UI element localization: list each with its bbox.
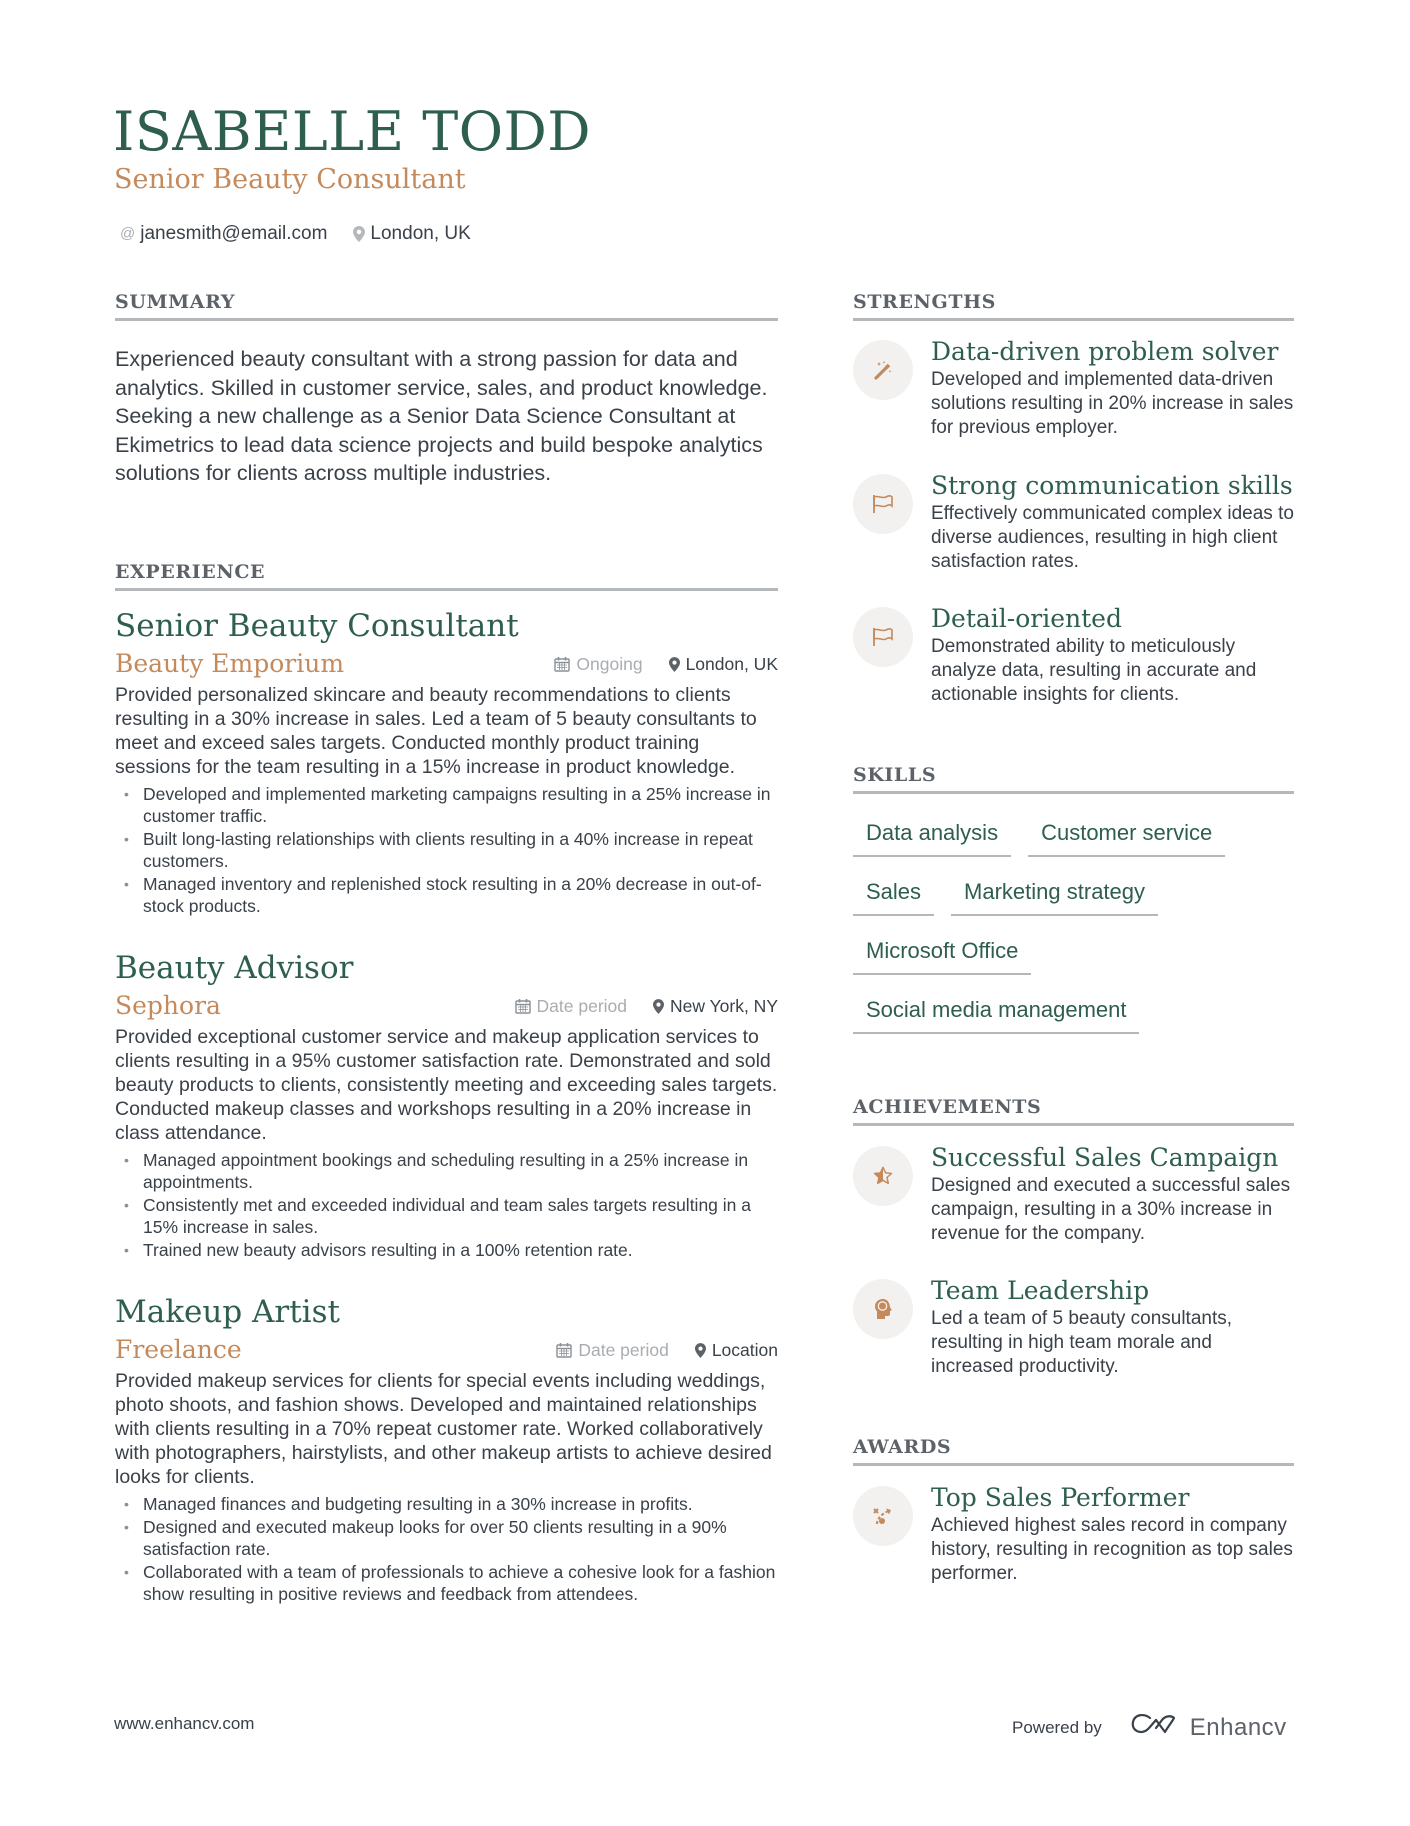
strength-item (853, 470, 1294, 574)
head-brain-icon (853, 1279, 913, 1339)
bullet-item: • Consistently met and exceeded individual and team sales targets resulting in a 15% increase in sales. (115, 1194, 778, 1238)
strategy-play-icon (853, 1486, 913, 1546)
job-location-text: New York, NY (670, 995, 778, 1016)
job-bullets (115, 1149, 778, 1261)
skills-heading: SKILLS (853, 763, 1294, 794)
award-title: Top Sales Performer (931, 1483, 1190, 1512)
strengths-section (853, 290, 1294, 321)
achievement-description: Led a team of 5 beauty consultants, resulting in high team morale and increased productivity. (931, 1308, 1233, 1377)
location-pin-icon (695, 1343, 706, 1358)
achievement-title: Team Leadership (931, 1276, 1150, 1305)
job-title: Senior Beauty Consultant (115, 608, 519, 644)
bullet-item: • Built long-lasting relationships with clients resulting in a 40% increase in repeat customers. (115, 828, 778, 872)
candidate-title: Senior Beauty Consultant (114, 164, 466, 195)
experience-section (115, 560, 778, 591)
skill-tag: Social media management (853, 995, 1139, 1034)
job-description: Provided personalized skincare and beauty recommendations to clients resulting in a 30% increase in sales. Led a team of 5 beauty consultants to meet and exceed sales targets. Conducted monthly product training sessions for the team resulting in a 15% increase in product knowledge. (115, 684, 757, 778)
location-pin-icon (353, 226, 365, 242)
bullet-item: • Managed appointment bookings and scheduling resulting in a 25% increase in appointments. (115, 1149, 778, 1193)
flag-icon (853, 607, 913, 667)
calendar-icon (515, 998, 531, 1014)
bullet-item: • Trained new beauty advisors resulting in a 100% retention rate. (115, 1239, 778, 1261)
flag-icon (853, 474, 913, 534)
bullet-item: • Developed and implemented marketing campaigns resulting in a 25% increase in customer traffic. (115, 783, 778, 827)
job-location (695, 1340, 778, 1361)
location-text: London, UK (370, 223, 471, 244)
email-text: janesmith@email.com (140, 223, 328, 244)
job-entry (115, 948, 778, 1262)
strength-item (853, 603, 1294, 707)
skills-section (853, 763, 1294, 1034)
job-description: Provided makeup services for clients for special events including weddings, photo shoots, and fashion shows. Developed and maintained relationships with clients resulting in a 70% repeat customer rate. Worked collaboratively with photographers, hairstylists, and other makeup artists to achieve desired looks for clients. (115, 1370, 772, 1488)
company-name: Beauty Emporium (115, 649, 345, 678)
powered-by-label: Powered by (1012, 1717, 1102, 1737)
summary-heading: SUMMARY (115, 290, 778, 321)
job-location (669, 654, 778, 675)
job-meta (554, 654, 778, 675)
bullet-item: • Designed and executed makeup looks for over 50 clients resulting in a 90% satisfaction rate. (115, 1516, 778, 1560)
magic-wand-icon (853, 340, 913, 400)
achievement-title: Successful Sales Campaign (931, 1143, 1279, 1172)
star-half-icon (853, 1146, 913, 1206)
experience-heading: EXPERIENCE (115, 560, 778, 591)
job-title: Beauty Advisor (115, 950, 354, 986)
at-icon: @ (120, 225, 136, 242)
bullet-item: • Managed finances and budgeting resulting in a 30% increase in profits. (115, 1493, 778, 1515)
strength-description: Effectively communicated complex ideas to diverse audiences, resulting in high client satisfaction rates. (931, 503, 1294, 572)
enhancv-logo-icon (1130, 1712, 1178, 1743)
job-entry (115, 606, 778, 918)
job-date (554, 654, 642, 675)
calendar-icon (556, 1342, 572, 1358)
achievement-item (853, 1142, 1294, 1246)
strength-description: Developed and implemented data-driven solutions resulting in 20% increase in sales for previous employer. (931, 369, 1294, 438)
job-bullets (115, 1493, 778, 1605)
bullet-item: • Managed inventory and replenished stock resulting in a 20% decrease in out-of-stock products. (115, 873, 778, 917)
bullet-item: • Collaborated with a team of professionals to achieve a cohesive look for a fashion show resulting in positive reviews and feedback from attendees. (115, 1561, 778, 1605)
company-name: Freelance (115, 1335, 242, 1364)
job-location-text: London, UK (685, 653, 778, 674)
job-date-text: Date period (578, 1339, 669, 1360)
job-meta (515, 996, 778, 1017)
contact-email[interactable] (120, 221, 327, 247)
footer-website-link[interactable]: www.enhancv.com (114, 1714, 255, 1733)
award-description: Achieved highest sales record in company history, resulting in recognition as top sales performer. (931, 1515, 1293, 1584)
skills-list (853, 818, 1294, 1034)
awards-section (853, 1435, 1294, 1466)
achievement-description: Designed and executed a successful sales campaign, resulting in a 30% increase in revenue for the company. (931, 1175, 1291, 1244)
job-location-text: Location (711, 1339, 778, 1360)
awards-heading: AWARDS (853, 1435, 1294, 1466)
job-meta (556, 1340, 778, 1361)
job-entry (115, 1292, 778, 1606)
job-date-text: Date period (536, 995, 628, 1016)
summary-section (115, 290, 778, 488)
skill-tag: Marketing strategy (951, 877, 1158, 916)
enhancv-brand-name: Enhancv (1189, 1713, 1287, 1741)
location-pin-icon (669, 657, 680, 672)
achievements-heading: ACHIEVEMENTS (853, 1095, 1294, 1126)
skill-tag: Data analysis (853, 818, 1011, 857)
job-location (653, 996, 778, 1017)
achievements-section (853, 1095, 1294, 1126)
skill-tag: Sales (853, 877, 934, 916)
job-date-text: Ongoing (576, 653, 643, 674)
skill-tag: Microsoft Office (853, 936, 1031, 975)
strength-item (853, 336, 1294, 440)
company-name: Sephora (115, 991, 221, 1020)
calendar-icon (554, 656, 570, 672)
strengths-heading: STRENGTHS (853, 290, 1294, 321)
contact-info (120, 221, 471, 247)
job-title: Makeup Artist (115, 1294, 340, 1330)
powered-by (1012, 1712, 1287, 1743)
achievement-item (853, 1275, 1294, 1379)
location-pin-icon (653, 999, 664, 1014)
strength-title: Detail-oriented (931, 604, 1122, 633)
skill-tag: Customer service (1028, 818, 1225, 857)
job-description: Provided exceptional customer service and makeup application services to clients resulting in a 95% customer satisfaction rate. Demonstrated and sold beauty products to clients, consistently meeting and exceeding sales targets. Conducted makeup classes and workshops resulting in a 20% increase in class attendance. (115, 1026, 778, 1144)
award-item (853, 1482, 1294, 1586)
strength-description: Demonstrated ability to meticulously analyze data, resulting in accurate and actionable insights for clients. (931, 636, 1257, 705)
summary-text: Experienced beauty consultant with a strong passion for data and analytics. Skilled in customer service, sales, and product knowledge. Seeking a new challenge as a Senior Data Science Consultant at Ekimetrics to lead data science projects and build bespoke analytics solutions for clients across multiple industries. (115, 347, 768, 485)
job-date (556, 1340, 668, 1361)
job-bullets (115, 783, 778, 917)
enhancv-logo[interactable] (1130, 1712, 1287, 1743)
strength-title: Data-driven problem solver (931, 337, 1279, 366)
candidate-name: ISABELLE TODD (113, 100, 592, 163)
job-date (515, 996, 627, 1017)
strength-title: Strong communication skills (931, 471, 1293, 500)
contact-location (353, 221, 470, 247)
